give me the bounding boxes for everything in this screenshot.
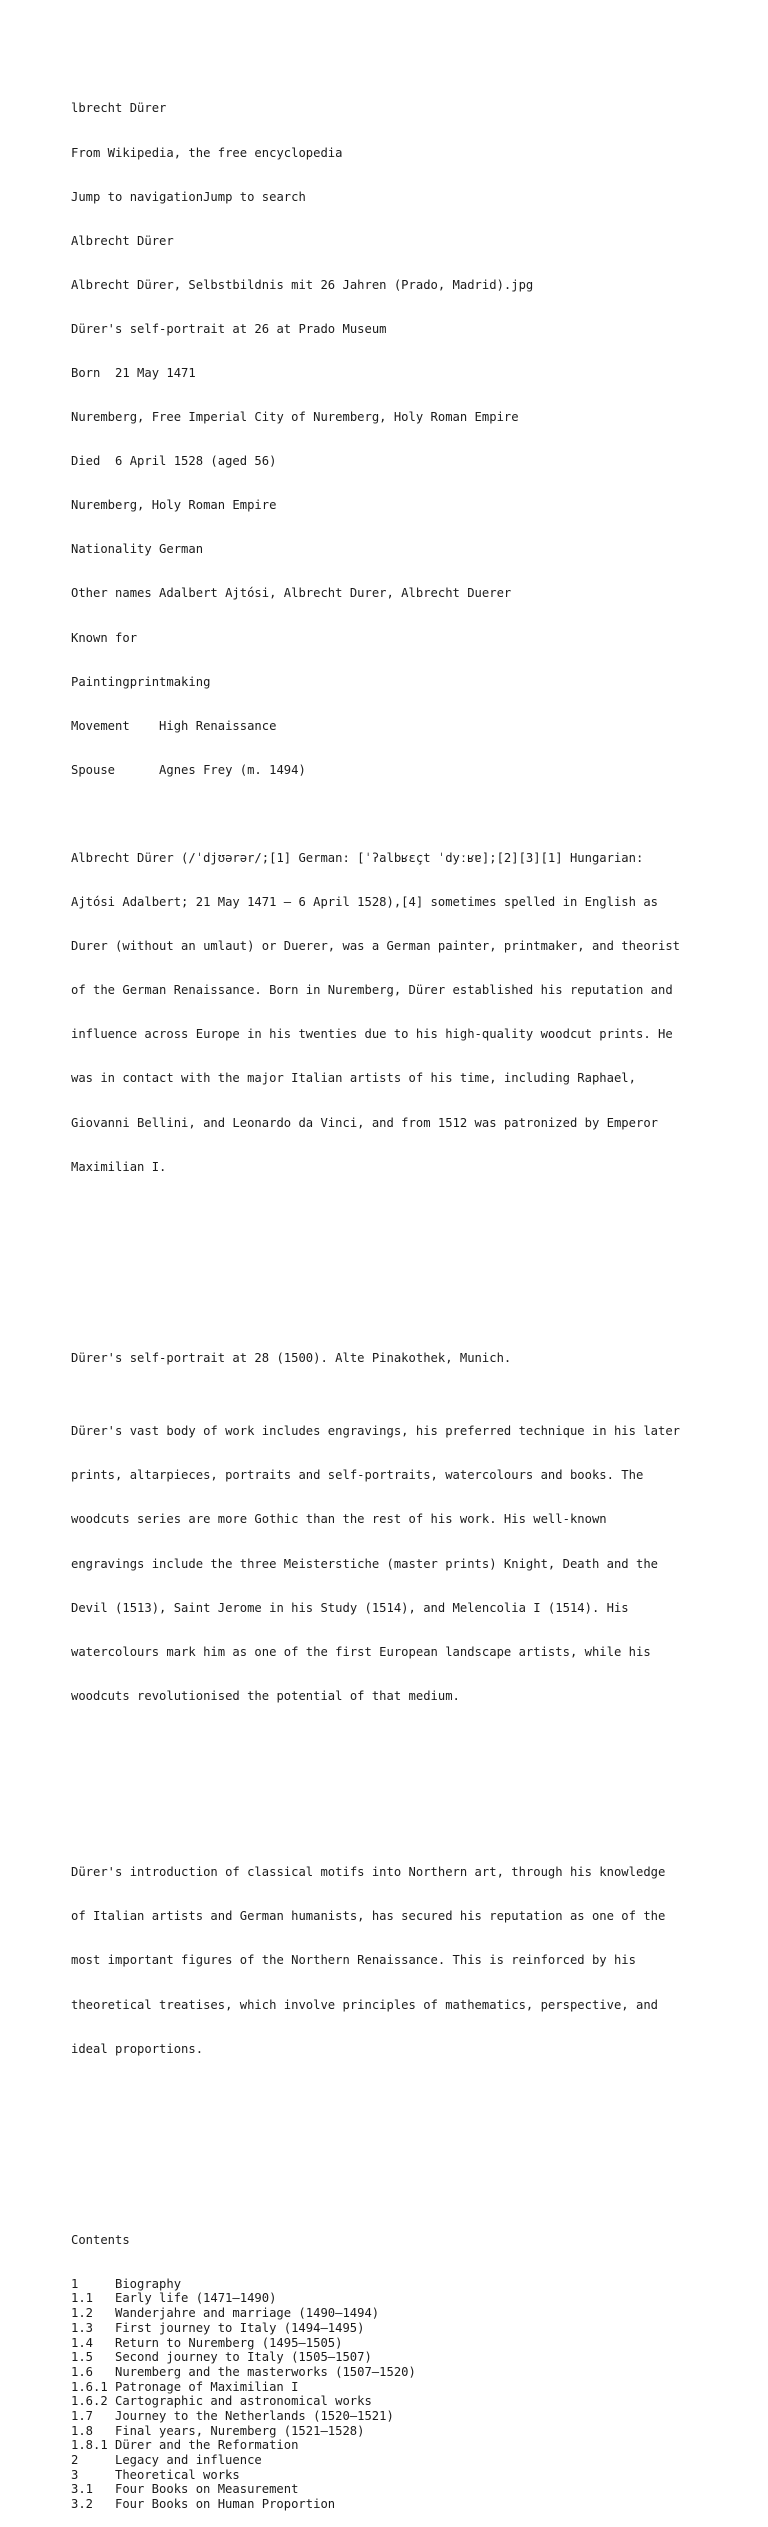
toc-item-number: 1.6.2 — [71, 2394, 108, 2409]
toc-item-label[interactable]: First journey to Italy (1494–1495) — [115, 2320, 365, 2335]
toc-item[interactable] — [71, 2277, 731, 2292]
toc-item-number: 1.8.1 — [71, 2438, 108, 2453]
toc-item-label[interactable]: Second journey to Italy (1505–1507) — [115, 2350, 372, 2365]
infobox-known-for-label: Known for — [71, 630, 138, 645]
spacer — [71, 2174, 731, 2189]
toc-item[interactable] — [71, 2306, 731, 2321]
legacy-line: of Italian artists and German humanists, has secured his reputation as one of the — [71, 1909, 666, 1924]
infobox-born: Born 21 May 1471 — [71, 365, 196, 380]
intro-line: was in contact with the major Italian artists of his time, including Raphael, — [71, 1071, 636, 1086]
toc-item[interactable] — [71, 2291, 731, 2306]
infobox-name: Albrecht Dürer — [71, 233, 174, 248]
infobox-movement: Movement High Renaissance — [71, 718, 277, 733]
legacy-line: most important figures of the Northern Renaissance. This is reinforced by his — [71, 1953, 636, 1968]
toc-item-number: 1 — [71, 2276, 79, 2291]
portrait-caption: Dürer's self-portrait at 28 (1500). Alte Pinakothek, Munich. — [71, 1350, 512, 1365]
intro-line: Albrecht Dürer (/ˈdjʊərər/;[1] German: [ˈʔalbʁɛçt ˈdyːʁɐ];[2][3][1] Hungarian: — [71, 851, 644, 866]
toc-item-label[interactable]: Four Books on Measurement — [115, 2482, 299, 2497]
legacy-line: Dürer's introduction of classical motifs into Northern art, through his knowledge — [71, 1865, 666, 1880]
toc-item-number: 2 — [71, 2453, 79, 2468]
infobox-known-for-value: Paintingprintmaking — [71, 674, 211, 689]
toc-item-label[interactable]: Return to Nuremberg (1495–1505) — [115, 2335, 343, 2350]
toc-item[interactable] — [71, 2424, 731, 2439]
works-line: Devil (1513), Saint Jerome in his Study (1514), and Melencolia I (1514). His — [71, 1600, 629, 1615]
toc-item[interactable] — [71, 2497, 731, 2512]
jump-links[interactable]: Jump to navigationJump to search — [71, 189, 306, 204]
toc-item-label[interactable]: Wanderjahre and marriage (1490–1494) — [115, 2306, 380, 2321]
article-title: lbrecht Dürer — [71, 101, 167, 116]
intro-line: Ajtósi Adalbert; 21 May 1471 – 6 April 1528),[4] sometimes spelled in English as — [71, 895, 658, 910]
toc-item[interactable] — [71, 2409, 731, 2424]
toc-item[interactable] — [71, 2394, 731, 2409]
toc-item[interactable] — [71, 2365, 731, 2380]
toc-item[interactable] — [71, 2336, 731, 2351]
toc-item[interactable] — [71, 2468, 731, 2483]
toc-item-number: 1.3 — [71, 2320, 94, 2335]
works-line: Dürer's vast body of work includes engravings, his preferred technique in his later — [71, 1424, 681, 1439]
toc-item-number: 1.6.1 — [71, 2379, 108, 2394]
infobox-died-place: Nuremberg, Holy Roman Empire — [71, 498, 277, 513]
intro-line: of the German Renaissance. Born in Nuremberg, Dürer established his reputation and — [71, 983, 673, 998]
toc-item-number: 1.6 — [71, 2364, 94, 2379]
toc-item-number: 1.4 — [71, 2335, 94, 2350]
toc-item-number: 1.5 — [71, 2350, 94, 2365]
toc-item-label[interactable]: Journey to the Netherlands (1520–1521) — [115, 2408, 394, 2423]
toc-item-label[interactable]: Patronage of Maximilian I — [115, 2379, 299, 2394]
spacer — [71, 1777, 731, 1792]
spacer — [71, 1248, 731, 1263]
intro-line: Giovanni Bellini, and Leonardo da Vinci, and from 1512 was patronized by Emperor — [71, 1115, 658, 1130]
infobox-other-names: Other names Adalbert Ajtósi, Albrecht Durer, Albrecht Duerer — [71, 586, 512, 601]
toc-item-number: 3 — [71, 2467, 79, 2482]
legacy-line: theoretical treatises, which involve principles of mathematics, perspective, and — [71, 1997, 658, 2012]
intro-line: influence across Europe in his twenties due to his high-quality woodcut prints. He — [71, 1027, 673, 1042]
toc-item-number: 3.1 — [71, 2482, 94, 2497]
toc-item[interactable] — [71, 2321, 731, 2336]
infobox-image-caption: Dürer's self-portrait at 26 at Prado Museum — [71, 321, 387, 336]
article-subtitle: From Wikipedia, the free encyclopedia — [71, 145, 343, 160]
toc-item-number: 1.8 — [71, 2423, 94, 2438]
works-paragraph — [71, 1395, 731, 1733]
toc-item[interactable] — [71, 2453, 731, 2468]
toc-item-label[interactable]: Four Books on Human Proportion — [115, 2497, 336, 2512]
works-line: watercolours mark him as one of the first European landscape artists, while his — [71, 1644, 651, 1659]
spacer — [71, 1292, 731, 1307]
toc-item-label[interactable]: Cartographic and astronomical works — [115, 2394, 372, 2409]
intro-line: Maximilian I. — [71, 1159, 167, 1174]
toc-item-label[interactable]: Legacy and influence — [115, 2453, 262, 2468]
table-of-contents — [71, 2277, 731, 2512]
infobox-nationality: Nationality German — [71, 542, 204, 557]
works-line: woodcuts series are more Gothic than the rest of his work. His well-known — [71, 1512, 607, 1527]
infobox-died: Died 6 April 1528 (aged 56) — [71, 454, 277, 469]
document-page — [71, 72, 731, 2527]
toc-item[interactable] — [71, 2438, 731, 2453]
works-line: woodcuts revolutionised the potential of that medium. — [71, 1688, 460, 1703]
works-line: engravings include the three Meisterstiche (master prints) Knight, Death and the — [71, 1556, 658, 1571]
infobox-image-file[interactable]: Albrecht Dürer, Selbstbildnis mit 26 Jahren (Prado, Madrid).jpg — [71, 277, 534, 292]
toc-item[interactable] — [71, 2350, 731, 2365]
toc-item-label[interactable]: Biography — [115, 2276, 182, 2291]
toc-item-label[interactable]: Early life (1471–1490) — [115, 2291, 277, 2306]
toc-item-number: 3.2 — [71, 2497, 94, 2512]
toc-item[interactable] — [71, 2482, 731, 2497]
toc-item-label[interactable]: Theoretical works — [115, 2467, 240, 2482]
legacy-paragraph — [71, 1836, 731, 2086]
contents-heading: Contents — [71, 2232, 130, 2247]
infobox-spouse: Spouse Agnes Frey (m. 1494) — [71, 762, 306, 777]
toc-item-number: 1.7 — [71, 2408, 94, 2423]
toc-item-number: 1.2 — [71, 2306, 94, 2321]
toc-item-label[interactable]: Nuremberg and the masterworks (1507–1520) — [115, 2364, 416, 2379]
intro-line: Durer (without an umlaut) or Duerer, was a German painter, printmaker, and theorist — [71, 939, 681, 954]
works-line: prints, altarpieces, portraits and self-portraits, watercolours and books. The — [71, 1468, 644, 1483]
toc-item-number: 1.1 — [71, 2291, 94, 2306]
toc-item-label[interactable]: Dürer and the Reformation — [115, 2438, 299, 2453]
intro-paragraph — [71, 822, 731, 1204]
spacer — [71, 2130, 731, 2145]
toc-item-label[interactable]: Final years, Nuremberg (1521–1528) — [115, 2423, 365, 2438]
infobox-born-place: Nuremberg, Free Imperial City of Nuremberg, Holy Roman Empire — [71, 410, 519, 425]
legacy-line: ideal proportions. — [71, 2041, 204, 2056]
toc-item[interactable] — [71, 2380, 731, 2395]
